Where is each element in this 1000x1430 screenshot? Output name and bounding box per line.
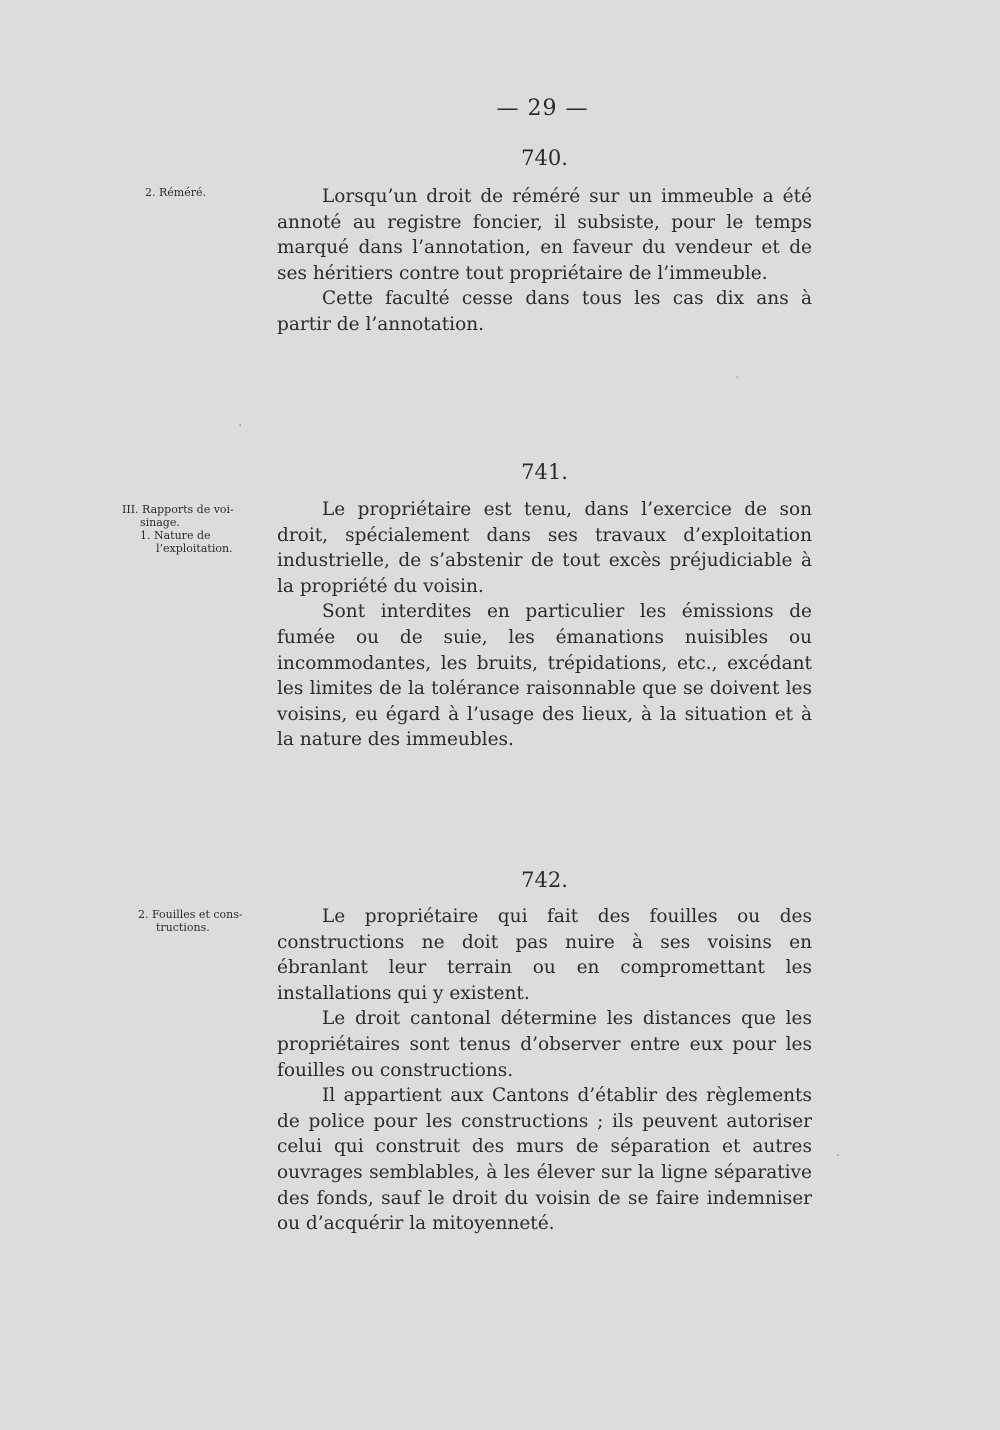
paragraph: Le propriétaire est tenu, dans l’exercice de son droit, spécialement dans ses travaux d’exploitation industrielle, de s’abstenir de tout excès préjudiciable à la propriété du voisin. xyxy=(277,499,812,597)
article-number-742: 742. xyxy=(521,868,568,892)
article-740-text xyxy=(277,184,812,338)
article-number-741: 741. xyxy=(521,460,568,484)
scan-speck: · xyxy=(836,1148,841,1164)
margin-note-fouilles-et-constructions xyxy=(138,908,278,934)
paragraph: Le droit cantonal détermine les distances que les propriétaires sont tenus d’observer entre eux pour les fouilles ou constructions. xyxy=(277,1008,812,1081)
scan-speck: · xyxy=(735,370,740,386)
paragraph: Il appartient aux Cantons d’établir des règlements de police pour les constructions ; ils peuvent autoriser celui qui construit des murs de séparation et autres ouvrages semblables, à les élever sur la ligne séparative des fonds, sauf le droit du voisin de se faire indemniser ou d’acquérir la mitoyenneté. xyxy=(277,1085,812,1235)
margin-note-line: l’exploitation. xyxy=(156,542,233,555)
paragraph: Cette faculté cesse dans tous les cas dix ans à partir de l’annotation. xyxy=(277,288,812,335)
margin-note-line: sinage. xyxy=(140,516,180,529)
article-741-text xyxy=(277,497,812,753)
scan-speck: · xyxy=(238,418,243,434)
margin-note-line: 2. Réméré. xyxy=(145,186,206,199)
margin-note-line: 1. Nature de xyxy=(140,529,211,542)
paragraph: Sont interdites en particulier les émissions de fumée ou de suie, les émanations nuisibles ou incommodantes, les bruits, trépidations, etc., excédant les limites de la tolérance raisonnable que se doivent les voisins, eu égard à l’usage des lieux, à la situation et à la nature des immeubles. xyxy=(277,601,812,751)
margin-note-remere xyxy=(145,186,285,199)
paragraph: Lorsqu’un droit de réméré sur un immeuble a été annoté au registre foncier, il subsiste, pour le temps marqué dans l’annotation, en faveur du vendeur et de ses héritiers contre tout propriétaire de l’immeuble. xyxy=(277,186,812,284)
margin-note-line: III. Rapports de voi- xyxy=(122,503,234,516)
margin-note-line: 2. Fouilles et cons- xyxy=(138,908,243,921)
page-number: — 29 — xyxy=(496,96,589,121)
article-742-text xyxy=(277,904,812,1237)
margin-note-line: tructions. xyxy=(156,921,210,934)
margin-note-rapports-de-voisinage xyxy=(122,503,262,555)
paragraph: Le propriétaire qui fait des fouilles ou des constructions ne doit pas nuire à ses voisins en ébranlant leur terrain ou en compromettant les installations qui y existent. xyxy=(277,906,812,1004)
article-number-740: 740. xyxy=(521,146,568,170)
